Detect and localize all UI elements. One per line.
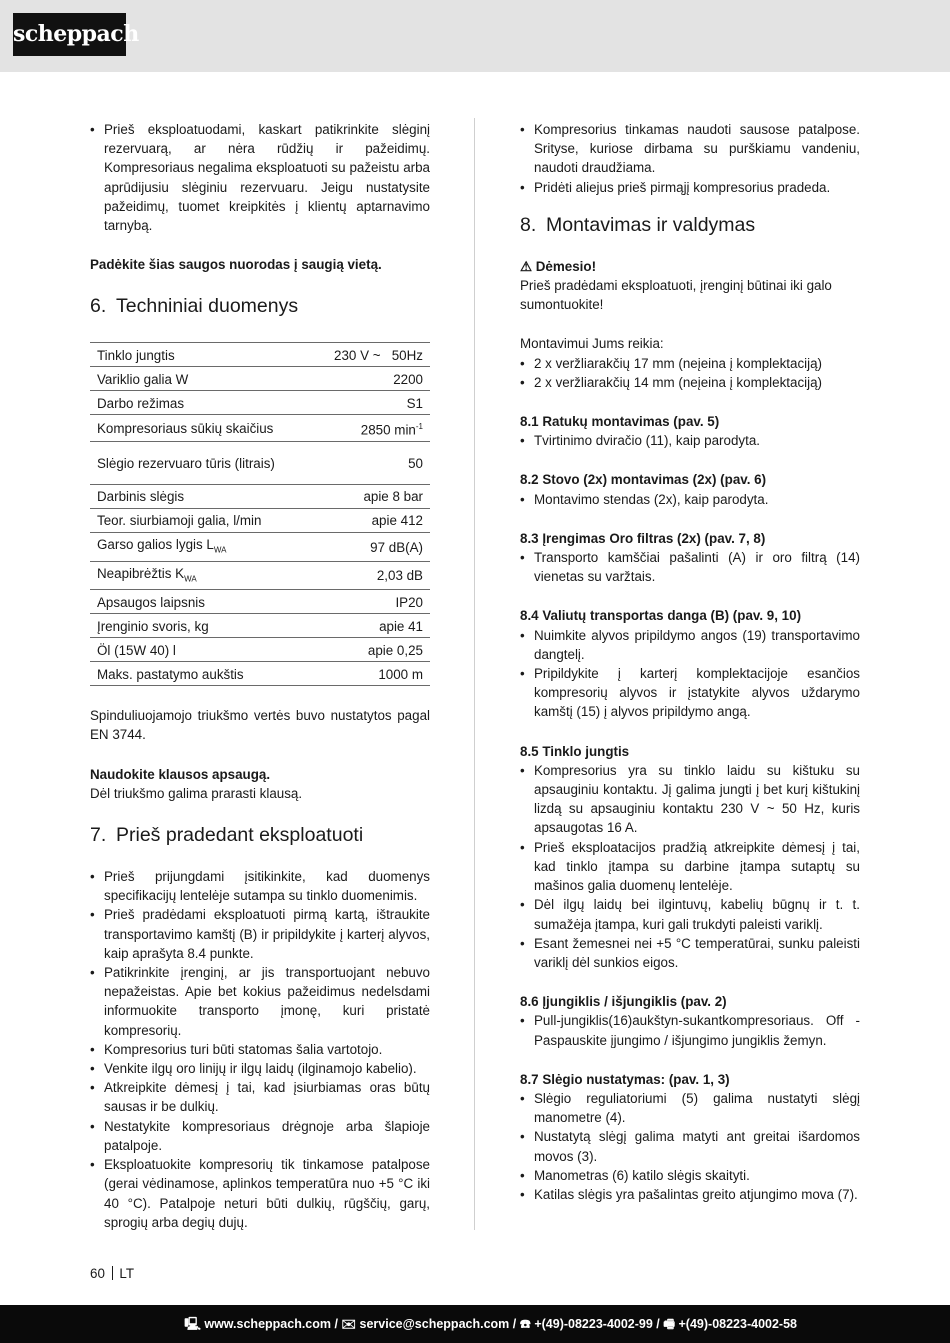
table-row	[90, 561, 430, 590]
row-label-text: Garso galios lygis L	[97, 536, 214, 552]
row-label	[90, 391, 284, 415]
list-item: • Prieš prijungdami įsitikinkite, kad duomenys specifikacijų lentelėje sutampa su tinklo duomenimis.	[90, 867, 430, 905]
row-label-subscript: WA	[213, 545, 227, 555]
need-text: Montavimui Jums reikia:	[520, 336, 664, 352]
row-value	[284, 415, 430, 441]
list-item: • Kompresorius tinkamas naudoti sausose patalpose. Srityse, kuriose dirbama su purškiamu vandeniu, naudoti draudžiama.	[520, 120, 860, 178]
row-label-text: Įrenginio svoris, kg	[97, 618, 209, 634]
list-item: • Nustatytą slėgį galima matyti ant greitai išardomos movos (3).	[520, 1127, 860, 1165]
row-label	[90, 638, 284, 662]
row-value-text: 97 dB(A)	[370, 539, 423, 555]
row-value-text: 2,03 dB	[376, 568, 423, 584]
page-number: 60	[90, 1266, 105, 1281]
noise-text: Spinduliuojamojo triukšmo vertės buvo nustatytos pagal EN 3744.	[90, 708, 430, 743]
table-row	[90, 662, 430, 686]
row-label-text: Öl (15W 40) l	[97, 642, 176, 658]
list-item: • Prieš pradėdami eksploatuoti pirmą kartą, ištraukite transportavimo kamštį (B) ir pripildykite į karterį alyvos, kaip aprašyta 8.4 punkte.	[90, 905, 430, 963]
row-value-text: 1000 m	[378, 666, 423, 682]
table-row	[90, 508, 430, 532]
row-label	[90, 367, 284, 391]
section-7-heading: 7. Prieš pradedant eksploatuoti	[90, 824, 364, 847]
list-item: • Prieš eksploatuodami, kaskart patikrinkite slėginį rezervuarą, ar nėra rūdžių ir pažeidimų. Kompresoriaus negalima eksploatuoti su pažeistu arba aprūdijusiu slėginiu rezervuaru. Jeigu nustatysite pažeidimų, tuomet kreipkitės į klientų aptarnavimo tarnybą.	[90, 120, 430, 235]
table-row	[90, 590, 430, 614]
row-value	[284, 441, 430, 484]
subsection-title: 8.3 Įrengimas Oro filtras (2x) (pav. 7, 8)	[520, 530, 766, 546]
row-value-text: apie 412	[371, 513, 423, 529]
language-code: LT	[119, 1266, 135, 1281]
list-item: • Pripildykite į karterį komplektacijoje esančios kompresorių alyvos ir įstatykite alyvos uždarymo kamštį (15) į alyvos pripildymo angą.	[520, 664, 860, 722]
list-item: • Kompresorius turi būti statomas šalia vartotojo.	[90, 1040, 430, 1059]
table-row	[90, 343, 430, 367]
table-row	[90, 484, 430, 508]
row-value	[284, 391, 430, 415]
list-item: • Esant žemesnei nei +5 °C temperatūrai, sunku paleisti variklį dėl sunkios eigos.	[520, 934, 860, 972]
row-value	[284, 343, 430, 367]
table-row	[90, 532, 430, 561]
list-item: • Dėl ilgų laidų bei ilgintuvų, kabelių būgnų ir t. t. sumažėja įtampa, kuri gali trukdyti paleisti variklį.	[520, 895, 860, 933]
list-item: • 2 x veržliarakčių 17 mm (neįeina į komplektaciją)	[520, 354, 860, 373]
row-label	[90, 484, 284, 508]
list-item: • Prieš eksploatacijos pradžią atkreipkite dėmesį į tai, kad tinklo įtampa su darbine įtampa sutaptų su mašinos galia duomenų lentelėje.	[520, 838, 860, 896]
table-row	[90, 441, 430, 484]
row-label	[90, 508, 284, 532]
row-value	[284, 508, 430, 532]
subsection-title: 8.5 Tinklo jungtis	[520, 743, 630, 759]
subsection-list	[520, 1089, 860, 1204]
list-item: • Atkreipkite dėmesį į tai, kad įsiurbiamas oras būtų sausas ir be dulkių.	[90, 1078, 430, 1116]
row-label	[90, 614, 284, 638]
list-item: • Manometras (6) katilo slėgis skaityti.	[520, 1166, 860, 1185]
list-item: • Slėgio reguliatoriumi (5) galima nustatyti slėgį manometre (4).	[520, 1089, 860, 1127]
row-label-text: Slėgio rezervuaro tūris (litrais)	[97, 455, 275, 471]
list-item: • Nuimkite alyvos pripildymo angos (19) transportavimo dangtelį.	[520, 626, 860, 664]
list-item: • Patikrinkite įrenginį, ar jis transportuojant nebuvo nepažeistas. Apie bet kokius pažeidimus nedelsdami informuokite transporto įmonę, kuri pristatė kompresorių.	[90, 963, 430, 1040]
column-divider	[474, 118, 475, 1230]
row-value-text: 50	[408, 455, 423, 471]
subsection-list	[520, 548, 860, 586]
technical-data-table	[90, 342, 430, 686]
section-7-list	[90, 867, 430, 1232]
row-label-text: Teor. siurbiamoji galia, l/min	[97, 513, 262, 529]
list-item: • Transporto kamščiai pašalinti (A) ir oro filtrą (14) vienetas su varžtais.	[520, 548, 860, 586]
safety-note: Padėkite šias saugos nuorodas į saugią vietą.	[90, 257, 382, 273]
section-6-heading: 6. Techniniai duomenys	[90, 295, 299, 318]
row-label-text: Darbo režimas	[97, 395, 185, 411]
row-label	[90, 590, 284, 614]
row-value-superscript: -1	[415, 422, 423, 432]
row-value	[284, 590, 430, 614]
subsection-list	[520, 761, 860, 972]
row-label	[90, 415, 284, 441]
row-value-text: S1	[406, 395, 423, 411]
subsection-list	[520, 490, 860, 509]
row-value-text: apie 0,25	[367, 642, 423, 658]
table-row	[90, 638, 430, 662]
row-value	[284, 532, 430, 561]
subsection-title: 8.4 Valiutų transportas danga (B) (pav. 9, 10)	[520, 608, 802, 624]
list-item: • Montavimo stendas (2x), kaip parodyta.	[520, 490, 860, 509]
list-item: • Katilas slėgis yra pašalintas greito atjungimo mova (7).	[520, 1185, 860, 1204]
warning-triangle-icon: ⚠	[520, 258, 533, 274]
hearing-warning: Naudokite klausos apsaugą.	[90, 766, 271, 782]
contact-bar	[0, 1305, 950, 1343]
table-row	[90, 367, 430, 391]
attention-text: Prieš pradėdami eksploatuoti, įrenginį būtinai iki galo sumontuokite!	[520, 278, 832, 313]
subsection-title: 8.7 Slėgio nustatymas: (pav. 1, 3)	[520, 1071, 730, 1087]
right-column	[520, 120, 860, 1204]
row-value-text: IP20	[395, 594, 423, 610]
row-value-text: apie 8 bar	[363, 489, 423, 505]
section-8-heading: 8. Montavimas ir valdymas	[520, 213, 756, 236]
row-label-text: Maks. pastatymo aukštis	[97, 666, 244, 682]
subsection-list	[520, 1011, 860, 1049]
row-value	[284, 614, 430, 638]
list-item: • 2 x veržliarakčių 14 mm (neįeina į komplektaciją)	[520, 373, 860, 392]
row-value-text: 2850 min	[360, 422, 416, 438]
row-value	[284, 638, 430, 662]
top-right-list	[520, 120, 860, 197]
list-item: • Nestatykite kompresoriaus drėgnoje arba šlapioje patalpoje.	[90, 1117, 430, 1155]
subsection-title: 8.2 Stovo (2x) montavimas (2x) (pav. 6)	[520, 472, 767, 488]
left-column	[90, 120, 430, 1232]
scheppach-logo: scheppach	[13, 13, 126, 56]
need-list	[520, 354, 860, 392]
row-label	[90, 561, 284, 590]
list-item: • Tvirtinimo dviračio (11), kaip parodyta.	[520, 431, 860, 450]
row-label	[90, 343, 284, 367]
row-value	[284, 561, 430, 590]
subsection-list	[520, 626, 860, 722]
row-value-text: 230 V ~ 50Hz	[334, 347, 423, 363]
table-row	[90, 415, 430, 441]
row-label-text: Variklio galia W	[97, 371, 189, 387]
row-value	[284, 662, 430, 686]
row-label-text: Tinklo jungtis	[97, 347, 175, 363]
row-label	[90, 532, 284, 561]
list-item: • Eksploatuokite kompresorių tik tinkamose patalpose (gerai vėdinamose, aplinkos temperatūra nuo +5 °C iki 40 °C). Patalpoje neturi būti dulkių, rūgščių, garų, sprogių arba degių dujų.	[90, 1155, 430, 1232]
list-item: • Pridėti aliejus prieš pirmąjį kompresorius pradeda.	[520, 178, 860, 197]
page-footer	[90, 1266, 134, 1281]
row-label-text: Neapibrėžtis K	[97, 565, 185, 581]
subsection-title: 8.1 Ratukų montavimas (pav. 5)	[520, 414, 720, 430]
table-row	[90, 614, 430, 638]
attention-label: ⚠ Dėmesio!	[520, 258, 597, 274]
row-value-text: apie 41	[379, 618, 423, 634]
row-value-text: 2200	[393, 371, 423, 387]
subsection-list	[520, 431, 860, 450]
row-label-text: Kompresoriaus sūkių skaičius	[97, 421, 274, 437]
row-label	[90, 662, 284, 686]
table-row	[90, 391, 430, 415]
contact-line: 🖳 www.scheppach.com / ✉ service@scheppach.com / ☎ +(49)-08223-4002-99 / 🖷 +(49)-08223-4002-58	[184, 1317, 797, 1331]
row-label-text: Darbinis slėgis	[97, 489, 185, 505]
subsection-title: 8.6 Įjungiklis / išjungiklis (pav. 2)	[520, 994, 727, 1010]
row-value	[284, 367, 430, 391]
row-value	[284, 484, 430, 508]
list-item: • Kompresorius yra su tinklo laidu su kištuku su apsauginiu kontaktu. Jį galima jungti į bet kurį kištukinį lizdą su apsauginiu kontaktu 230 V ~ 50 Hz, kuris apsaugotas 16 A.	[520, 761, 860, 838]
list-item: • Venkite ilgų oro linijų ir ilgų laidų (ilginamojo kabelio).	[90, 1059, 430, 1078]
row-label-subscript: WA	[184, 574, 197, 584]
row-label-text: Apsaugos laipsnis	[97, 594, 205, 610]
intro-list	[90, 120, 430, 235]
header-bar	[0, 0, 950, 72]
list-item: • Pull-jungiklis(16)aukštyn-sukantkompresoriaus. Off - Paspauskite įjungimo / išjungimo jungiklis žemyn.	[520, 1011, 860, 1049]
subsections	[520, 392, 860, 1204]
hearing-text: Dėl triukšmo galima prarasti klausą.	[90, 785, 303, 801]
row-label	[90, 441, 284, 484]
